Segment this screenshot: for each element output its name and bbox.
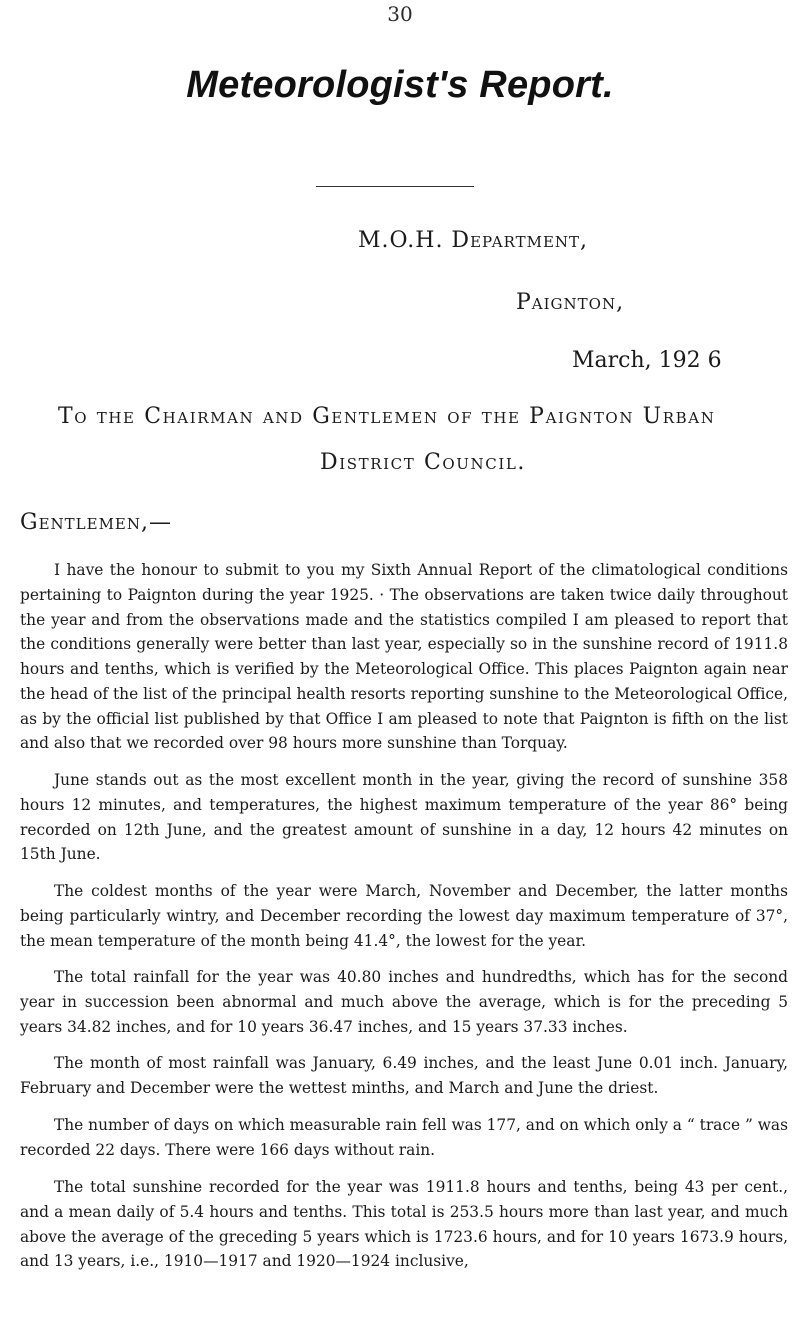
paragraph-introduction: I have the honour to submit to you my Sixth Annual Report of the climatological conditions pertaining to Paignton during the year 1925. · The observations are taken twice daily throughout the year and from the observations made and the statistics compiled I am pleased to report that the conditions generally were better than last year, especially so in the sunshine record of 1911.8 hours and tenths, which is verified by the Meteorological Office. This places Paignton again near the head of the list of the principal health resorts reporting sunshine to the Meteorological Office, as by the official list published by that Office I am pleased to note that Paignton is fifth on the list and also that we recorded over 98 hours more sunshine than Torquay. xyxy=(20,561,788,753)
paragraph-june: June stands out as the most excellent month in the year, giving the record of sunshine 358 hours 12 minutes, and temperatures, the highest maximum temperature of the year 86° being recorded on 12th June, and the greatest amount of sunshine in a day, 12 hours 42 minutes on 15th June. xyxy=(20,771,788,864)
addressee-line-2: District Council. xyxy=(320,450,526,475)
paragraph-wettest-month: The month of most rainfall was January, 6.49 inches, and the least June 0.01 inch. January, February and December were the wettest minths, and March and June the driest. xyxy=(20,1054,788,1097)
address-town: Paignton, xyxy=(516,290,625,315)
paragraph-sunshine-total: The total sunshine recorded for the year was 1911.8 hours and tenths, being 43 per cent., and a mean daily of 5.4 hours and tenths. This total is 253.5 hours more than last year, and much above the average of the greceding 5 years which is 1723.6 hours, and for 10 years 1673.9 hours, and 13 years, i.e., 1910—1917 and 1920—1924 inclusive, xyxy=(20,1178,788,1271)
greeting: Gentlemen,— xyxy=(20,510,172,535)
paragraph-rain-days: The number of days on which measurable rain fell was 177, and on which only a “ trace ” was recorded 22 days. There were 166 days without rain. xyxy=(20,1116,788,1159)
report-title: Meteorologist's Report. xyxy=(186,64,614,106)
paragraph-coldest-months: The coldest months of the year were March, November and December, the latter months being particularly wintry, and December recording the lowest day maximum temperature of 37°, the mean temperature of the month being 41.4°, the lowest for the year. xyxy=(20,882,788,950)
page-number: 30 xyxy=(387,2,413,26)
report-date: March, 192 6 xyxy=(572,348,722,373)
paragraph-rainfall: The total rainfall for the year was 40.80 inches and hundredths, which has for the second year in succession been abnormal and much above the average, which is for the preceding 5 years 34.82 inches, and for 10 years 36.47 inches, and 15 years 37.33 inches. xyxy=(20,968,788,1036)
address-department: M.O.H. Department, xyxy=(358,228,589,253)
title-rule xyxy=(316,186,474,187)
addressee-line-1: To the Chairman and Gentlemen of the Paignton Urban xyxy=(58,404,716,429)
